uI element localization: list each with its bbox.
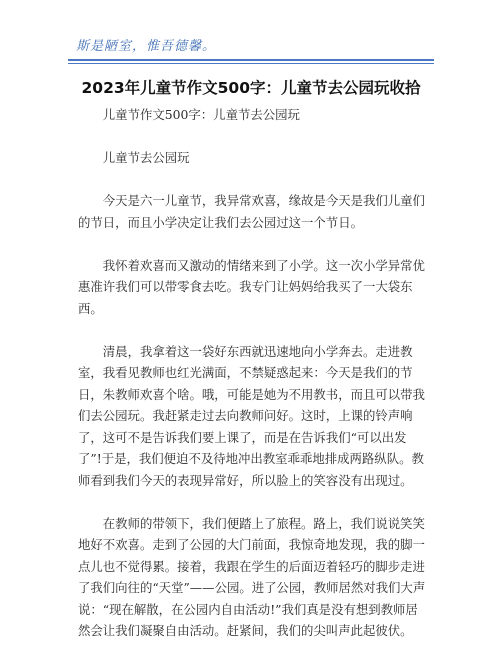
paragraph-subtitle: 儿童节作文500字：儿童节去公园玩 xyxy=(102,107,300,122)
header-rule-thick xyxy=(68,59,434,61)
document-body xyxy=(78,104,426,663)
paragraph-3: 清晨，我拿着这一袋好东西就迅速地向小学奔去。走进教室，我看见教师也红光满面，不禁疑惑起来：今天是我们的节日，朱教师欢喜个啥。哦，可能是她为不用教书，而且可以带我们去公园玩。我赶紧走过去向教师问好。这时，上课的铃声响了，这可不是告诉我们要上课了，而是在告诉我们“可以出发了”!于是，我们便迫不及待地冲出教室乖乖地排成两路纵队。教师看到我们今天的表现异常好，所以脸上的笑容没有出现过。 xyxy=(78,343,425,488)
paragraph-4: 在教师的带领下，我们便踏上了旅程。路上，我们说说笑笑地好不欢喜。走到了公园的大门前面，我惊奇地发现，我的脚一点儿也不觉得累。接着，我跟在学生的后面迈着轻巧的脚步走进了我们向往的“天堂”——公园。进了公园，教师居然对我们大声说：“现在解散，在公园内自由活动!”我们真是没有想到教师居然会让我们凝聚自由活动。赶紧间，我们的尖叫声此起彼伏。 xyxy=(78,515,426,638)
paragraph-heading: 儿童节去公园玩 xyxy=(102,150,190,165)
header-rule-thin xyxy=(68,63,434,64)
document-title: 2023年儿童节作文500字：儿童节去公园玩收拾 xyxy=(81,79,421,97)
paragraph-1: 今天是六一儿童节，我异常欢喜，缘故是今天是我们儿童们的节日，而且小学决定让我们去公园过这一个节日。 xyxy=(78,193,425,230)
paragraph-2: 我怀着欢喜而又激动的情绪来到了小学。这一次小学异常优惠准许我们可以带零食去吃。我专门让妈妈给我买了一大袋东西。 xyxy=(78,257,425,316)
header-motto: 斯是陋室，惟吾德馨。 xyxy=(76,39,217,54)
